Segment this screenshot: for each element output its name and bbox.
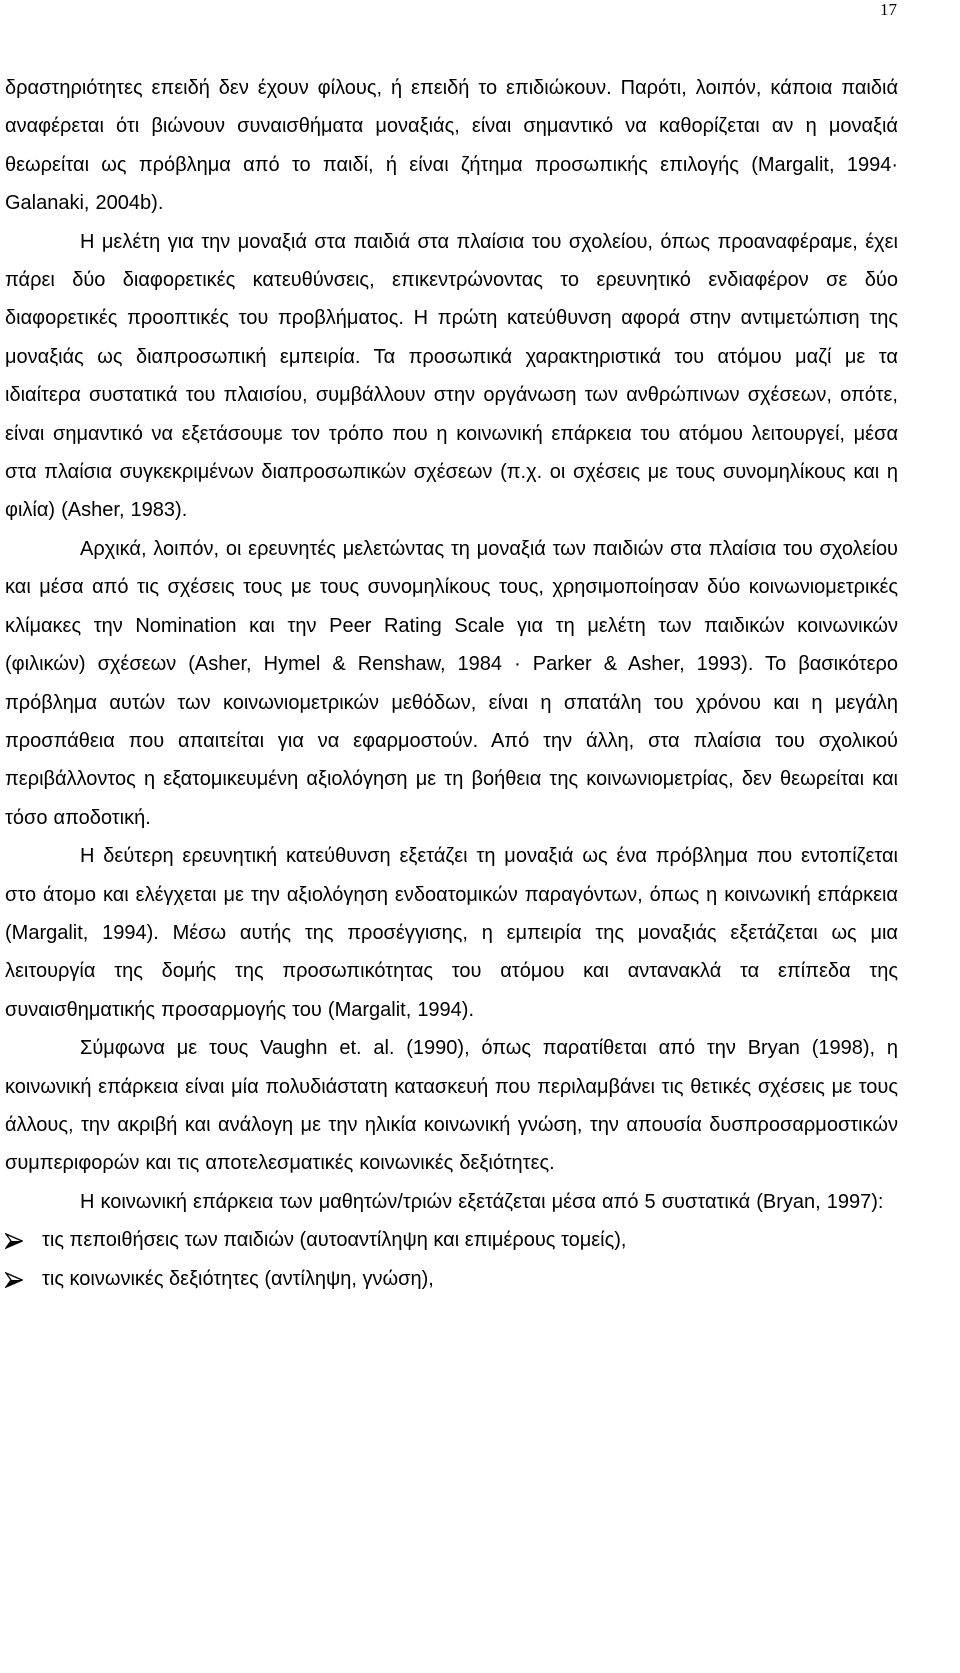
paragraph-6: Η κοινωνική επάρκεια των μαθητών/τριών εξετάζεται μέσα από 5 συστατικά (Bryan, 1997): [80,1190,884,1213]
list-item [5,1221,898,1259]
paragraph-1: δραστηριότητες επειδή δεν έχουν φίλους, ή επειδή το επιδιώκουν. Παρότι, λοιπόν, κάποια παιδιά αναφέρεται ότι βιώνουν συναισθήματα μοναξιάς, είναι σημαντικό να καθορίζεται αν η μοναξιά θεωρείται ως πρόβλημα από το παιδί, ή είναι ζήτημα προσωπικής επιλογής (Margalit, 1994· Galanaki, 2004b). [5,77,898,215]
bullet-list [5,1221,898,1298]
paragraph-5: Σύμφωνα με τους Vaughn et. al. (1990), όπως παρατίθεται από την Bryan (1998), η κοινωνική επάρκεια είναι μία πολυδιάστατη κατασκευή που περιλαμβάνει τις θετικές σχέσεις με τους άλλους, την ακριβή και ανάλογη με την ηλικία κοινωνική γνώση, την απουσία δυσπροσαρμοστικών συμπεριφορών και τις αποτελεσματικές κοινωνικές δεξιότητες. [5,1037,898,1175]
paragraph-4: Η δεύτερη ερευνητική κατεύθυνση εξετάζει τη μοναξιά ως ένα πρόβλημα που εντοπίζεται στο άτομο και ελέγχεται με την αξιολόγηση ενδοατομικών παραγόντων, όπως η κοινωνική επάρκεια (Margalit, 1994). Μέσω αυτής της προσέγγισης, η εμπειρία της μοναξιάς εξετάζεται ως μια λειτουργία της δομής της προσωπικότητας του ατόμου και αντανακλά τα επίπεδα της συναισθηματικής προσαρμογής του (Margalit, 1994). [5,845,898,1021]
list-item-text: τις κοινωνικές δεξιότητες (αντίληψη, γνώση), [42,1267,434,1290]
arrowhead-bullet-icon [5,1221,25,1259]
page-number: 17 [880,0,897,19]
list-item-text: τις πεποιθήσεις των παιδιών (αυτοαντίληψη και επιμέρους τομείς), [42,1229,627,1252]
document-body [5,69,898,1298]
arrowhead-bullet-icon [5,1260,25,1298]
list-item [5,1260,898,1298]
paragraph-2: Η μελέτη για την μοναξιά στα παιδιά στα πλαίσια του σχολείου, όπως προαναφέραμε, έχει πάρει δύο διαφορετικές κατευθύνσεις, επικεντρώνοντας το ερευνητικό ενδιαφέρον σε δύο διαφορετικές προοπτικές του προβλήματος. Η πρώτη κατεύθυνση αφορά στην αντιμετώπιση της μοναξιάς ως διαπροσωπική εμπειρία. Τα προσωπικά χαρακτηριστικά του ατόμου μαζί με τα ιδιαίτερα συστατικά του πλαισίου, συμβάλλουν στην οργάνωση των ανθρώπινων σχέσεων, οπότε, είναι σημαντικό να εξετάσουμε τον τρόπο που η κοινωνική επάρκεια του ατόμου λειτουργεί, μέσα στα πλαίσια συγκεκριμένων διαπροσωπικών σχέσεων (π.χ. οι σχέσεις με τους συνομηλίκους και η φιλία) (Asher, 1983). [5,230,898,522]
paragraph-3: Αρχικά, λοιπόν, οι ερευνητές μελετώντας τη μοναξιά των παιδιών στα πλαίσια του σχολείου και μέσα από τις σχέσεις τους με τους συνομηλίκους τους, χρησιμοποίησαν δύο κοινωνιομετρικές κλίμακες την Nomination και την Peer Rating Scale για τη μελέτη των παιδικών κοινωνικών (φιλικών) σχέσεων (Asher, Hymel & Renshaw, 1984 · Parker & Asher, 1993). Το βασικότερο πρόβλημα αυτών των κοινωνιομετρικών μεθόδων, είναι η σπατάλη του χρόνου και η μεγάλη προσπάθεια που απαιτείται για να εφαρμοστούν. Από την άλλη, στα πλαίσια του σχολικού περιβάλλοντος η εξατομικευμένη αξιολόγηση με τη βοήθεια της κοινωνιομετρίας, δεν θεωρείται και τόσο αποδοτική. [5,537,898,829]
